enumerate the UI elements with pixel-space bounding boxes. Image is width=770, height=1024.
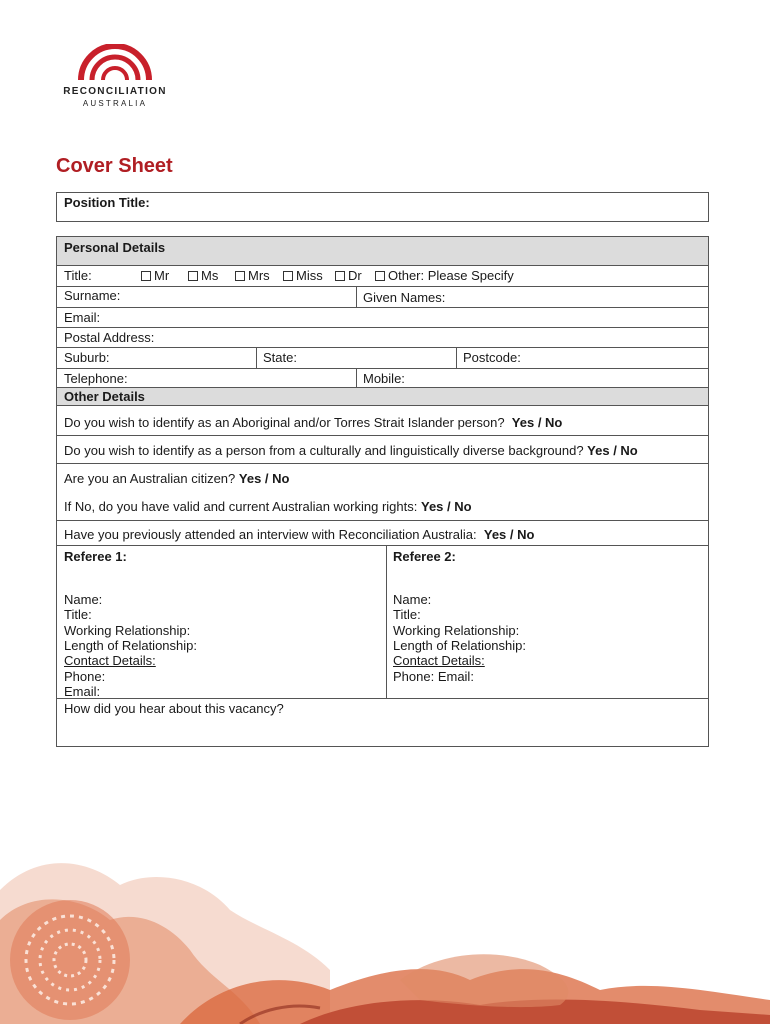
title-option-mr[interactable]: Mr (141, 268, 169, 283)
logo-name-line2: AUSTRALIA (82, 99, 148, 108)
referee-2-relationship-label: Working Relationship: (393, 623, 520, 638)
title-option-ms[interactable]: Ms (188, 268, 218, 283)
title-option-other[interactable]: Other: Please Specify (375, 268, 514, 283)
state-label: State: (263, 350, 297, 365)
referee-2-contact-label: Contact Details: (393, 653, 485, 668)
answer-yes-no[interactable]: Yes / No (511, 415, 563, 430)
referee-1-email-label: Email: (64, 684, 101, 699)
other-details-header (57, 388, 708, 405)
checkbox-icon (235, 271, 245, 281)
title-label: Title: (64, 268, 92, 283)
decorative-watercolor-art (0, 830, 770, 1024)
referee-2-title-label: Title: (393, 607, 421, 622)
other-details-heading: Other Details (64, 389, 145, 404)
question-cald: Do you wish to identify as a person from a culturally and linguistically diverse background? Yes / No (64, 443, 638, 458)
logo-name-line1: RECONCILIATION (63, 86, 167, 97)
page-title: Cover Sheet (56, 155, 173, 177)
referee-1-length-label: Length of Relationship: (64, 638, 197, 653)
email-label: Email: (64, 310, 101, 325)
referee-2-phone-email-label: Phone: Email: (393, 669, 474, 684)
referee-1-contact-label: Contact Details: (64, 653, 156, 668)
reconciliation-logo (56, 44, 174, 114)
postal-address-label: Postal Address: (64, 330, 155, 345)
answer-yes-no[interactable]: Yes / No (420, 499, 472, 514)
referee-1-phone-label: Phone: (64, 669, 106, 684)
checkbox-icon (283, 271, 293, 281)
referee-1-relationship-label: Working Relationship: (64, 623, 191, 638)
checkbox-icon (335, 271, 345, 281)
referee-2-heading: Referee 2: (393, 549, 456, 564)
position-title-label: Position Title: (64, 195, 150, 210)
surname-label: Surname: (64, 288, 121, 303)
answer-yes-no[interactable]: Yes / No (483, 527, 535, 542)
checkbox-icon (375, 271, 385, 281)
checkbox-icon (188, 271, 198, 281)
checkbox-icon (141, 271, 151, 281)
personal-details-heading: Personal Details (64, 240, 166, 255)
mobile-label: Mobile: (363, 371, 405, 386)
answer-yes-no[interactable]: Yes / No (587, 443, 638, 458)
title-option-dr[interactable]: Dr (335, 268, 362, 283)
referee-1-name-label: Name: (64, 592, 103, 607)
telephone-label: Telephone: (64, 371, 128, 386)
details-table (56, 236, 709, 747)
question-working-rights: If No, do you have valid and current Australian working rights: Yes / No (64, 499, 472, 514)
referee-2-length-label: Length of Relationship: (393, 638, 526, 653)
question-interview: Have you previously attended an interview with Reconciliation Australia: Yes / No (64, 527, 535, 542)
referee-1-heading: Referee 1: (64, 549, 127, 564)
arcs-logo-icon (77, 44, 153, 82)
vacancy-source-label: How did you hear about this vacancy? (64, 701, 284, 716)
given-names-label: Given Names: (363, 290, 446, 305)
question-citizen: Are you an Australian citizen? Yes / No (64, 471, 290, 486)
position-title-box[interactable] (56, 192, 709, 222)
title-option-miss[interactable]: Miss (283, 268, 323, 283)
referee-2-name-label: Name: (393, 592, 432, 607)
postcode-label: Postcode: (463, 350, 521, 365)
referee-1-title-label: Title: (64, 607, 92, 622)
question-aboriginal: Do you wish to identify as an Aboriginal and/or Torres Strait Islander person? Yes / No (64, 415, 563, 430)
title-option-mrs[interactable]: Mrs (235, 268, 270, 283)
suburb-label: Suburb: (64, 350, 110, 365)
answer-yes-no[interactable]: Yes / No (238, 471, 290, 486)
